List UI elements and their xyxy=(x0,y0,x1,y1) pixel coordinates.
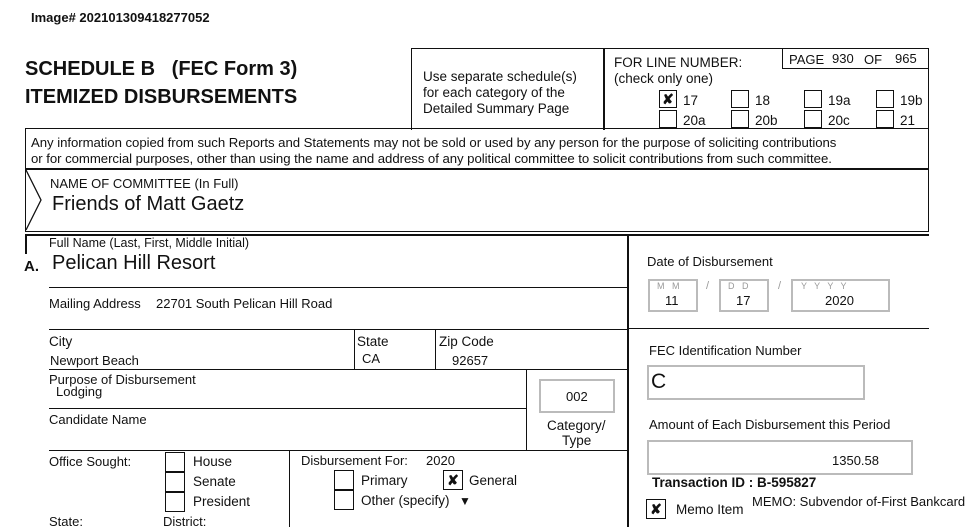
date-sep-1: / xyxy=(706,280,710,292)
line-number-title: FOR LINE NUMBER: xyxy=(614,55,743,70)
form-title: SCHEDULE B (FEC Form 3) xyxy=(25,58,298,80)
house-label: House xyxy=(193,454,233,469)
mailing-label: Mailing Address xyxy=(49,296,141,311)
category-label: Category/ xyxy=(547,418,606,433)
other-dropdown-icon[interactable]: ▼ xyxy=(459,494,471,508)
candidate-label: Candidate Name xyxy=(49,412,147,427)
entry-letter: A. xyxy=(24,258,39,275)
page-total: 965 xyxy=(895,51,917,66)
transaction-id: Transaction ID : B-595827 xyxy=(652,475,817,490)
image-id: Image# 202101309418277052 xyxy=(31,10,210,25)
line-19b-checkbox[interactable] xyxy=(876,90,894,108)
primary-checkbox[interactable] xyxy=(334,470,354,490)
page-of-label: OF xyxy=(864,52,883,67)
zip-value: 92657 xyxy=(452,353,489,368)
other-checkbox[interactable] xyxy=(334,490,354,510)
city-state-divider xyxy=(354,329,355,369)
office-divider xyxy=(289,450,290,527)
address-underline xyxy=(49,329,627,330)
state-value: CA xyxy=(362,351,381,366)
line-17-checkbox[interactable]: ✘ xyxy=(659,90,677,108)
date-year: 2020 xyxy=(825,293,854,308)
full-name-label: Full Name (Last, First, Middle Initial) xyxy=(49,236,250,250)
line-18-checkbox[interactable] xyxy=(731,90,749,108)
president-checkbox[interactable] xyxy=(165,492,185,512)
fec-value: C xyxy=(651,370,667,393)
type-label: Type xyxy=(562,433,592,448)
instructions-line-3: Detailed Summary Page xyxy=(423,101,570,116)
general-label: General xyxy=(469,473,518,488)
president-label: President xyxy=(193,494,251,509)
line-20a-checkbox[interactable] xyxy=(659,110,677,128)
line-19a-label: 19a xyxy=(828,93,851,108)
right-column-divider xyxy=(627,234,629,527)
general-checkbox[interactable]: ✘ xyxy=(443,470,463,490)
instructions-line-2: for each category of the xyxy=(423,85,565,100)
state-zip-divider xyxy=(435,329,436,369)
category-code: 002 xyxy=(566,389,588,404)
purpose-label: Purpose of Disbursement xyxy=(49,372,196,387)
date-month: 11 xyxy=(665,293,679,308)
line-19b-label: 19b xyxy=(900,93,923,108)
fec-box xyxy=(647,365,865,400)
other-label: Other (specify) xyxy=(361,493,450,508)
senate-checkbox[interactable] xyxy=(165,472,185,492)
line-20b-label: 20b xyxy=(755,113,778,128)
amount-label: Amount of Each Disbursement this Period xyxy=(649,417,891,432)
date-label: Date of Disbursement xyxy=(647,254,773,269)
state-label: State xyxy=(357,334,389,349)
committee-name: Friends of Matt Gaetz xyxy=(52,193,245,215)
purpose-value: Lodging xyxy=(56,384,103,399)
entry-left-border xyxy=(25,234,27,254)
category-left-divider xyxy=(526,369,527,451)
disb-for-label: Disbursement For: xyxy=(301,453,408,468)
candidate-underline xyxy=(49,450,627,451)
name-underline xyxy=(49,287,627,288)
date-underline xyxy=(627,328,929,329)
city-underline xyxy=(49,369,627,370)
mailing-address: 22701 South Pelican Hill Road xyxy=(156,296,333,311)
instructions-line-1: Use separate schedule(s) xyxy=(423,69,577,84)
page-number: 930 xyxy=(832,51,854,66)
line-21-checkbox[interactable] xyxy=(876,110,894,128)
date-year-hint: Y Y Y Y xyxy=(801,281,847,291)
notice-line-1: Any information copied from such Reports and Statements may not be sold or used by any person for the purpose of soliciting contributions xyxy=(31,135,837,150)
form-subtitle: ITEMIZED DISBURSEMENTS xyxy=(25,86,298,108)
zip-label: Zip Code xyxy=(439,334,494,349)
line-19a-checkbox[interactable] xyxy=(804,90,822,108)
purpose-underline xyxy=(49,408,526,409)
payee-name: Pelican Hill Resort xyxy=(52,252,216,274)
city-value: Newport Beach xyxy=(50,353,139,368)
memo-checkbox[interactable]: ✘ xyxy=(646,499,666,519)
memo-text: MEMO: Subvendor of-First Bankcard xyxy=(752,494,966,509)
date-day: 17 xyxy=(736,293,751,308)
state2-label: State: xyxy=(49,514,83,527)
date-day-hint: D D xyxy=(728,281,749,291)
date-sep-2: / xyxy=(778,280,782,292)
committee-label: NAME OF COMMITTEE (In Full) xyxy=(50,176,239,191)
line-17-label: 17 xyxy=(683,93,699,108)
line-20b-checkbox[interactable] xyxy=(731,110,749,128)
house-checkbox[interactable] xyxy=(165,452,185,472)
senate-label: Senate xyxy=(193,474,236,489)
line-20c-checkbox[interactable] xyxy=(804,110,822,128)
office-label: Office Sought: xyxy=(49,454,132,469)
line-18-label: 18 xyxy=(755,93,771,108)
line-21-label: 21 xyxy=(900,113,916,128)
notice-line-2: or for commercial purposes, other than using the name and address of any political committee to solicit contributions from such committee. xyxy=(31,151,832,166)
fec-label: FEC Identification Number xyxy=(649,343,802,358)
line-20a-label: 20a xyxy=(683,113,706,128)
notice-divider xyxy=(25,168,929,170)
district-label: District: xyxy=(163,514,207,527)
memo-label: Memo Item xyxy=(676,502,744,517)
page-label: PAGE xyxy=(789,52,825,67)
amount-value: 1350.58 xyxy=(832,453,879,468)
line-20c-label: 20c xyxy=(828,113,850,128)
date-month-hint: M M xyxy=(657,281,680,291)
city-label: City xyxy=(49,334,73,349)
disb-for-year: 2020 xyxy=(426,453,455,468)
committee-arrow-icon xyxy=(25,170,45,231)
primary-label: Primary xyxy=(361,473,408,488)
line-number-subtitle: (check only one) xyxy=(614,71,714,86)
